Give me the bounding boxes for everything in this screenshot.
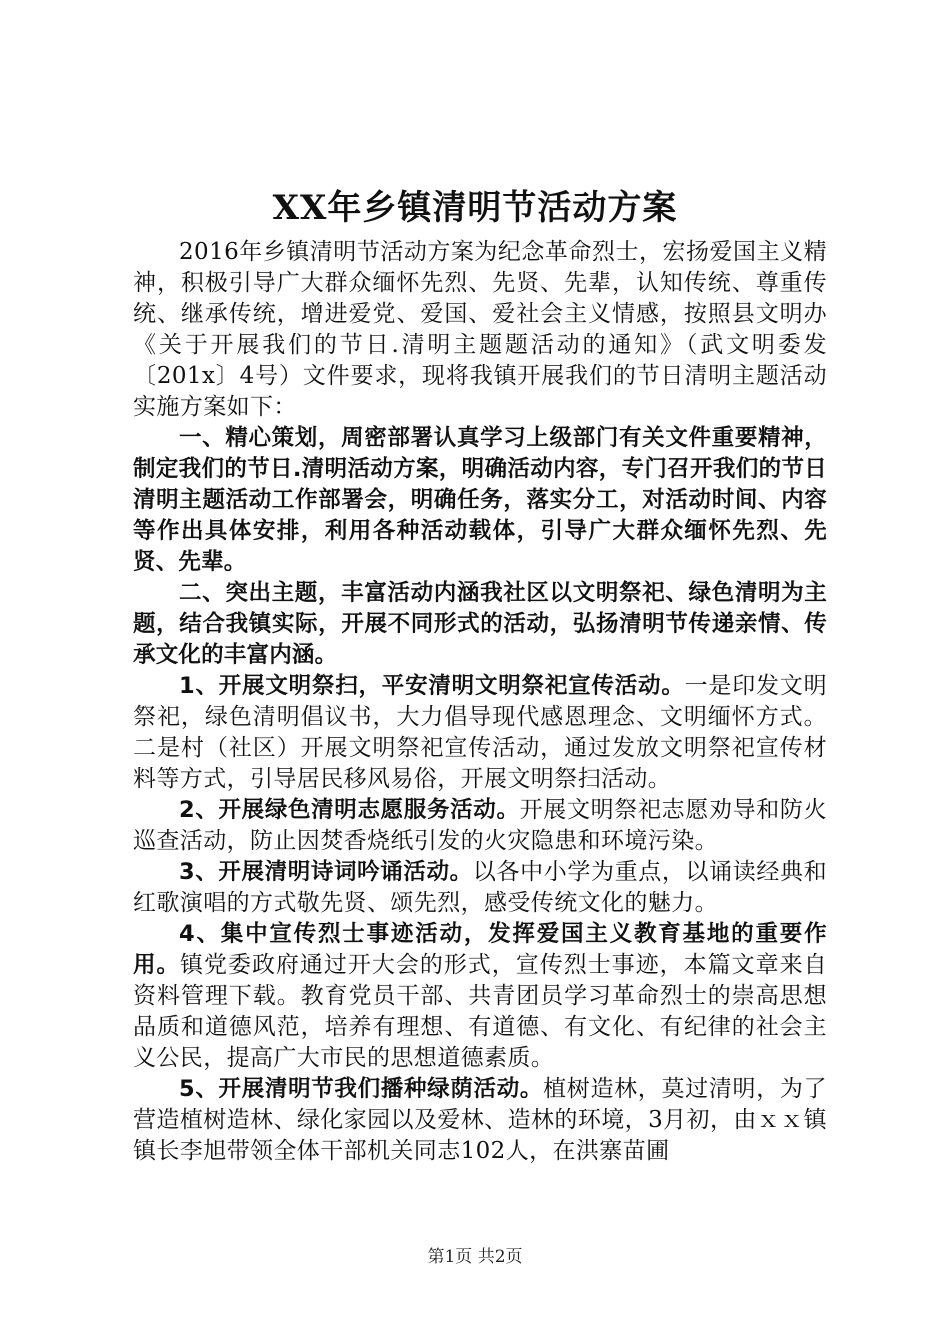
activity-1-paragraph [133,671,827,795]
paragraph-text: 2016年乡镇清明节活动方案为纪念革命烈士，宏扬爱国主义精神，积极引导广大群众缅怀先烈、先贤、先辈，认知传统、尊重传统、继承传统，增进爱党、爱国、爱社会主义情感，按照县文明办《关于开展我们的节日.清明主题题活动的通知》（武文明委发〔201x〕4号）文件要求，现将我镇开展我们的节日清明主题活动实施方案如下： [133,239,827,420]
paragraph-lead: 4、集中宣传烈士事迹活动，发挥爱国主义教育基地的重要作用。 [133,921,827,978]
paragraph-text: 以各中小学为重点，以诵读经典和红歌演唱的方式敬先贤、颂先烈，感受传统文化的魅力。 [133,859,827,916]
paragraph-lead: 3、开展清明诗词吟诵活动。 [179,859,473,885]
paragraph-lead: 5、开展清明节我们播种绿荫活动。 [179,1076,544,1102]
paragraph-lead: 一、精心策划，周密部署认真学习上级部门有关文件重要精神，制定我们的节日.清明活动方案，明确活动内容，专门召开我们的节日清明主题活动工作部署会，明确任务，落实分工，对活动时间、内容等作出具体安排，利用各种活动载体，引导广大群众缅怀先烈、先贤、先辈。 [133,425,827,575]
paragraph-lead: 2、开展绿色清明志愿服务活动。 [179,797,520,823]
section-one-paragraph [133,423,827,578]
paragraph-text: 开展文明祭祀志愿劝导和防火巡查活动，防止因焚香烧纸引发的火灾隐患和环境污染。 [133,797,827,854]
paragraph-text: 植树造林，莫过清明，为了营造植树造林、绿化家园以及爱林、造林的环境，3月初，由ｘｘ镇镇长李旭带领全体干部机关同志102人，在洪寨苗圃 [133,1076,827,1164]
section-two-paragraph [133,578,827,671]
activity-4-paragraph [133,919,827,1074]
paragraph-lead: 1、开展文明祭扫，平安清明文明祭祀宣传活动。 [179,673,685,699]
activity-5-paragraph [133,1074,827,1167]
document-title: XX年乡镇清明节活动方案 [272,188,678,228]
activity-3-paragraph [133,857,827,919]
paragraph-lead: 二、突出主题，丰富活动内涵我社区以文明祭祀、绿色清明为主题，结合我镇实际，开展不同形式的活动，弘扬清明节传递亲情、传承文化的丰富内涵。 [133,580,827,668]
page-number-footer: 第1页 共2页 [427,1247,523,1267]
paragraph-text: 一是印发文明祭祀，绿色清明倡议书，大力倡导现代感恩理念、文明缅怀方式。二是村（社区）开展文明祭祀宣传活动，通过发放文明祭祀宣传材料等方式，引导居民移风易俗，开展文明祭扫活动。 [133,673,827,792]
paragraph-text: 镇党委政府通过开大会的形式，宣传烈士事迹，本篇文章来自资料管理下载。教育党员干部、共青团员学习革命烈士的崇高思想品质和道德风范，培养有理想、有道德、有文化、有纪律的社会主义公民，提高广大市民的思想道德素质。 [133,952,827,1071]
intro-paragraph [133,237,827,423]
document-body [133,237,827,1167]
activity-2-paragraph [133,795,827,857]
